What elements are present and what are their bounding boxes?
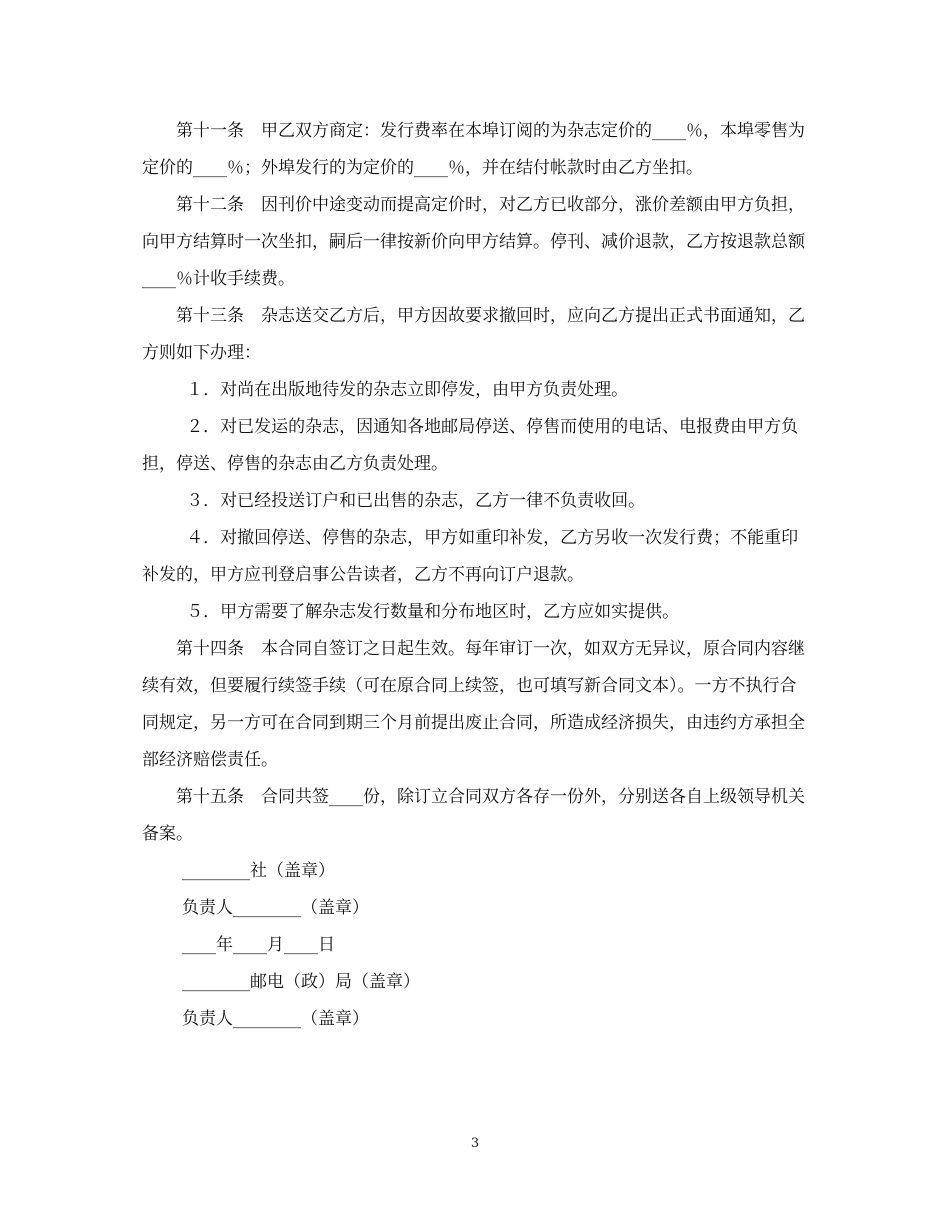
article-12: 第十二条 因刊价中途变动而提高定价时，对乙方已收部分，涨价差额由甲方负担，向甲方结算时一次坐扣，嗣后一律按新价向甲方结算。停刊、减价退款，乙方按退款总额____％计收手续费。 [142,195,805,289]
signature-post-bureau: ________邮电（政）局（盖章） [182,972,420,992]
article-15: 第十五条 合同共签____份，除订立合同双方各存一份外，分别送各自上级领导机关备案。 [142,787,805,844]
signature-publisher-head: 负责人________（盖章） [182,898,369,918]
article-14: 第十四条 本合同自签订之日起生效。每年审订一次，如双方无异议，原合同内容继续有效，但要履行续签手续（可在原合同上续签，也可填写新合同文本）。一方不执行合同规定，另一方可在合同到期三个月前提出废止合同，所造成经济损失，由违约方承担全部经济赔偿责任。 [142,639,805,770]
page-number: 3 [470,1136,480,1151]
article-13-item-1: １．对尚在出版地待发的杂志立即停发，由甲方负责处理。 [186,380,629,400]
article-11: 第十一条 甲乙双方商定：发行费率在本埠订阅的为杂志定价的____％，本埠零售为定价的____％；外埠发行的为定价的____％，并在结付帐款时由乙方坐扣。 [142,121,805,178]
article-13: 第十三条 杂志送交乙方后，甲方因故要求撤回时，应向乙方提出正式书面通知，乙方则如下办理： [142,306,805,363]
article-13-item-5: ５．甲方需要了解杂志发行数量和分布地区时，乙方应如实提供。 [186,602,680,622]
signature-date: ____年____月____日 [182,935,335,955]
article-13-item-4: ４．对撤回停送、停售的杂志，甲方如重印补发，乙方另收一次发行费；不能重印补发的，甲方应刊登启事公告读者，乙方不再向订户退款。 [142,528,799,585]
article-13-item-2: ２．对已发运的杂志，因通知各地邮局停送、停售而使用的电话、电报费由甲方负担，停送、停售的杂志由乙方负责处理。 [142,417,799,474]
article-13-item-3: ３．对已经投送订户和已出售的杂志，乙方一律不负责收回。 [186,491,646,511]
signature-publisher: ________社（盖章） [182,861,335,881]
document-body [142,113,807,1038]
signature-post-head: 负责人________（盖章） [182,1009,369,1029]
